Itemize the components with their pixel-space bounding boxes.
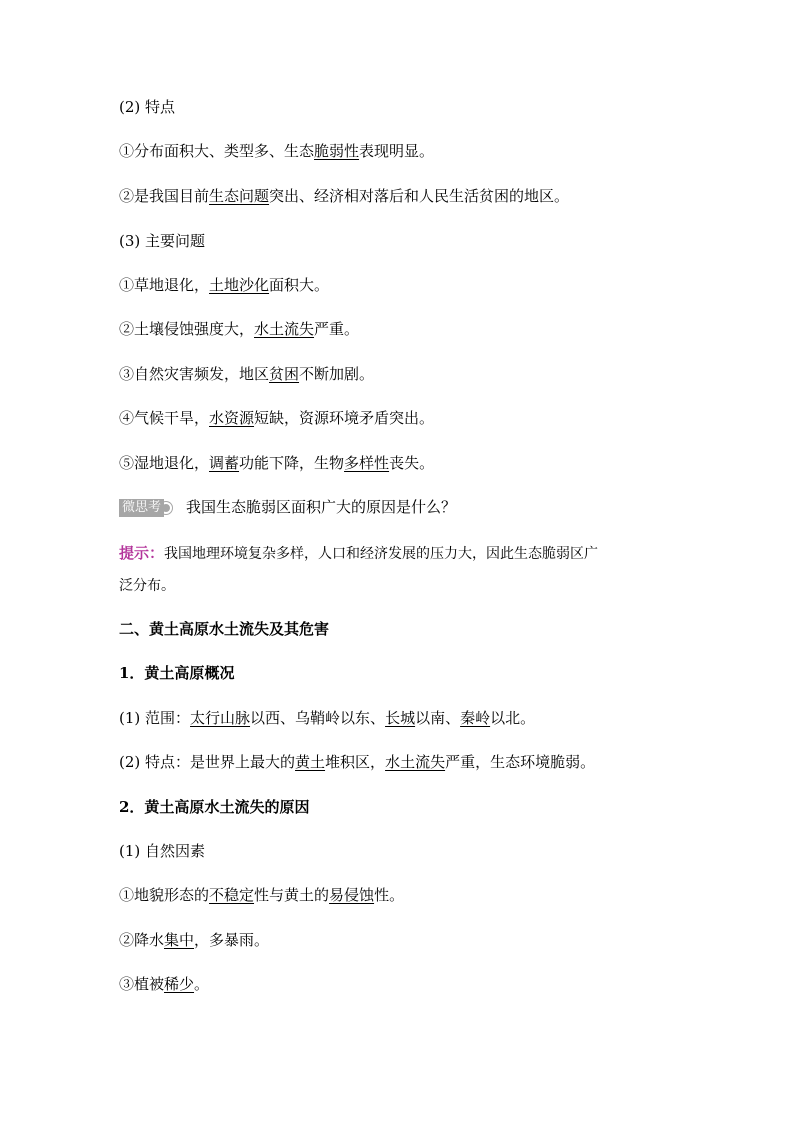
section-3-title: (3) 主要问题 — [119, 232, 206, 250]
problem-3 — [119, 364, 374, 384]
underlined-term: 易侵蚀 — [329, 886, 375, 904]
text: 不断加剧。 — [299, 365, 375, 383]
underlined-term: 集中 — [164, 931, 195, 949]
underlined-term: 不稳定 — [209, 886, 255, 904]
think-badge: 微思考 — [119, 499, 164, 517]
underlined-term: 调蓄 — [209, 454, 240, 472]
text: ①地貌形态的 — [119, 886, 210, 904]
paragraph-feature-2 — [119, 186, 569, 206]
text: ，多暴雨。 — [194, 931, 270, 949]
text: 以北。 — [490, 709, 536, 727]
text: 面积大。 — [269, 276, 330, 294]
underlined-term: 秦岭 — [460, 709, 491, 727]
hint-text: 我国地理环境复杂多样，人口和经济发展的压力大，因此生态脆弱区广 — [164, 546, 599, 562]
question-text: 我国生态脆弱区面积广大的原因是什么？ — [186, 498, 457, 516]
hint-line-1 — [119, 543, 598, 564]
section-title-loess: 二、黄土高原水土流失及其危害 — [119, 620, 330, 638]
underlined-term: 黄土 — [295, 753, 326, 771]
text: 表现明显。 — [359, 142, 435, 160]
problem-5 — [119, 453, 434, 473]
text: ①分布面积大、类型多、生态 — [119, 142, 315, 160]
heading-overview: 1．黄土高原概况 — [119, 664, 235, 682]
underlined-term: 水土流失 — [385, 753, 446, 771]
text: 以西、乌鞘岭以东、 — [250, 709, 386, 727]
hint-line-2: 泛分布。 — [119, 578, 175, 594]
text: (2) 特点：是世界上最大的 — [119, 753, 296, 771]
underlined-term: 贫困 — [269, 365, 300, 383]
text: 功能下降，生物 — [239, 454, 345, 472]
text: 严重，生态环境脆弱。 — [445, 753, 596, 771]
problem-4 — [119, 408, 434, 428]
text: 。 — [194, 975, 210, 993]
underlined-term: 水资源 — [209, 409, 255, 427]
text: ⑤湿地退化， — [119, 454, 210, 472]
underlined-term: 多样性 — [344, 454, 390, 472]
cause-1 — [119, 885, 404, 905]
text: (1) 范围： — [119, 709, 191, 727]
heading-causes: 2．黄土高原水土流失的原因 — [119, 798, 310, 816]
section-2-title: (2) 特点 — [119, 98, 176, 116]
text: 突出、经济相对落后和人民生活贫困的地区。 — [269, 187, 570, 205]
scope-line — [119, 708, 535, 728]
text: 严重。 — [314, 320, 360, 338]
text: 以南、 — [415, 709, 461, 727]
underlined-term: 脆弱性 — [314, 142, 360, 160]
text: 短缺，资源环境矛盾突出。 — [254, 409, 435, 427]
paragraph-feature-1 — [119, 141, 434, 161]
underlined-term: 水土流失 — [254, 320, 315, 338]
underlined-term: 长城 — [385, 709, 416, 727]
text: ②降水 — [119, 931, 165, 949]
underlined-term: 太行山脉 — [190, 709, 251, 727]
text: ④气候干旱， — [119, 409, 210, 427]
text: ①草地退化， — [119, 276, 210, 294]
underlined-term: 稀少 — [164, 975, 195, 993]
text: ③自然灾害频发，地区 — [119, 365, 270, 383]
text: 堆积区， — [325, 753, 386, 771]
text: 丧失。 — [389, 454, 435, 472]
underlined-term: 问题 — [239, 187, 270, 205]
hint-label: 提示： — [119, 544, 165, 562]
text: ③植被 — [119, 975, 165, 993]
text: 性与黄土的 — [254, 886, 330, 904]
feature-line — [119, 752, 595, 772]
text: ②是我国目前 — [119, 187, 210, 205]
cause-3 — [119, 974, 209, 994]
underlined-term: 生态 — [209, 187, 240, 205]
underlined-term: 土地沙化 — [209, 276, 270, 294]
natural-factors-title: (1) 自然因素 — [119, 842, 206, 860]
problem-2 — [119, 319, 359, 339]
text: 性。 — [374, 886, 405, 904]
problem-1 — [119, 275, 329, 295]
text: ②土壤侵蚀强度大， — [119, 320, 255, 338]
cause-2 — [119, 930, 269, 950]
think-question — [119, 497, 456, 517]
